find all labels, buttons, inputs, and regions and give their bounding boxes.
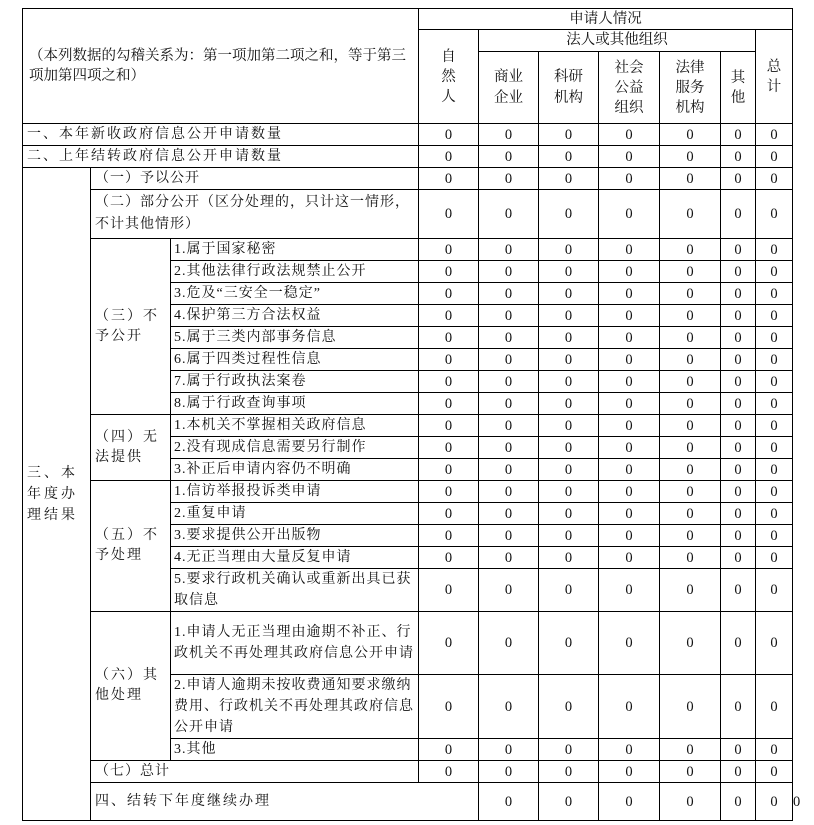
value-cell: 0 (539, 761, 599, 783)
report-container (22, 8, 801, 821)
value-cell: 0 (419, 124, 479, 146)
value-cell: 0 (419, 547, 479, 569)
value-cell: 0 (756, 305, 793, 327)
value-cell: 0 (756, 349, 793, 371)
value-cell: 0 (756, 371, 793, 393)
group-label: （六）其他处理 (91, 612, 171, 761)
value-cell: 0 (419, 305, 479, 327)
table-row (23, 239, 793, 261)
value-cell: 0 (419, 349, 479, 371)
table-row (23, 415, 793, 437)
value-cell: 0 (599, 525, 660, 547)
sub-item-label: 1.申请人无正当理由逾期不补正、行政机关不再处理其政府信息公开申请 (171, 612, 419, 675)
value-cell: 0 (419, 459, 479, 481)
table-row (23, 124, 793, 146)
value-cell: 0 (599, 459, 660, 481)
value-cell: 0 (660, 739, 721, 761)
value-cell: 0 (599, 783, 660, 821)
natural-person-header (419, 30, 479, 124)
sub-item-label: 3.要求提供公开出版物 (171, 525, 419, 547)
group-label: （四）无法提供 (91, 415, 171, 481)
value-cell: 0 (721, 190, 756, 239)
value-cell: 0 (419, 569, 479, 612)
row-label: 二、上年结转政府信息公开申请数量 (23, 146, 419, 168)
total-header (756, 30, 793, 124)
value-cell: 0 (660, 349, 721, 371)
value-cell: 0 (539, 327, 599, 349)
value-cell: 0 (721, 305, 756, 327)
value-cell: 0 (539, 569, 599, 612)
law-service-header (660, 52, 721, 124)
social-label: 社会公益组织 (614, 59, 644, 116)
row-label: 四、结转下年度继续办理 (91, 783, 479, 821)
research-header (539, 52, 599, 124)
value-cell: 0 (721, 569, 756, 612)
value-cell: 0 (756, 124, 793, 146)
value-cell: 0 (660, 612, 721, 675)
value-cell: 0 (660, 146, 721, 168)
table-row (23, 168, 793, 190)
table-row (23, 146, 793, 168)
value-cell: 0 (539, 739, 599, 761)
value-cell: 0 (599, 239, 660, 261)
value-cell: 0 (479, 675, 539, 739)
value-cell: 0 (419, 283, 479, 305)
value-cell: 0 (539, 547, 599, 569)
sub-item-label: 1.属于国家秘密 (171, 239, 419, 261)
value-cell: 0 (756, 547, 793, 569)
value-cell: 0 (756, 612, 793, 675)
value-cell: 0 (660, 327, 721, 349)
value-cell: 0 (479, 146, 539, 168)
value-cell: 0 (721, 393, 756, 415)
other-header (721, 52, 756, 124)
value-cell: 0 (419, 761, 479, 783)
value-cell: 0 (660, 415, 721, 437)
value-cell: 0 (599, 481, 660, 503)
value-cell: 0 (419, 612, 479, 675)
value-cell: 0 (419, 437, 479, 459)
value-cell: 0 (756, 437, 793, 459)
sub-item-label: 2.重复申请 (171, 503, 419, 525)
value-cell: 0 (721, 503, 756, 525)
sub-item-label: 8.属于行政查询事项 (171, 393, 419, 415)
value-cell: 0 (721, 547, 756, 569)
value-cell: 0 (660, 459, 721, 481)
value-cell: 0 (599, 261, 660, 283)
law-service-label: 法律服务机构 (675, 59, 705, 116)
value-cell: 0 (660, 547, 721, 569)
other-label: 其他 (730, 69, 746, 106)
value-cell: 0 (539, 415, 599, 437)
table-row (23, 481, 793, 503)
sub-item-label: 5.要求行政机关确认或重新出具已获取信息 (171, 569, 419, 612)
value-cell: 0 (756, 190, 793, 239)
value-cell: 0 (721, 371, 756, 393)
value-cell: 0 (599, 503, 660, 525)
value-cell: 0 (721, 437, 756, 459)
value-cell: 0 (756, 761, 793, 783)
value-cell: 0 (419, 525, 479, 547)
value-cell: 0 (756, 327, 793, 349)
value-cell: 0 (599, 327, 660, 349)
table-row (23, 761, 793, 783)
sub-item-label: 7.属于行政执法案卷 (171, 371, 419, 393)
value-cell: 0 (721, 327, 756, 349)
value-cell: 0 (479, 503, 539, 525)
value-cell: 0 (721, 675, 756, 739)
table-row: 四、结转下年度继续办理 0 0 0 0 0 0 0 (23, 783, 793, 821)
value-cell: 0 (479, 305, 539, 327)
sub-item-label: 4.无正当理由大量反复申请 (171, 547, 419, 569)
value-cell: 0 (479, 739, 539, 761)
value-cell: 0 (539, 675, 599, 739)
value-cell: 0 (419, 481, 479, 503)
value-cell: 0 (599, 349, 660, 371)
sub-item-label: 2.申请人逾期未按收费通知要求缴纳费用、行政机关不再处理其政府信息公开申请 (171, 675, 419, 739)
value-cell: 0 (660, 261, 721, 283)
value-cell: 0 (479, 437, 539, 459)
value-cell: 0 (721, 168, 756, 190)
value-cell: 0 (660, 190, 721, 239)
value-cell: 0 (479, 261, 539, 283)
value-cell: 0 (660, 283, 721, 305)
group-label: （三）不予公开 (91, 239, 171, 415)
value-cell: 0 (660, 437, 721, 459)
value-cell: 0 (599, 393, 660, 415)
sub-item-label: 2.其他法律行政法规禁止公开 (171, 261, 419, 283)
value-cell: 0 (721, 612, 756, 675)
value-cell: 0 (721, 146, 756, 168)
value-cell: 0 (419, 146, 479, 168)
row-label: （二）部分公开（区分处理的，只计这一情形，不计其他情形） (91, 190, 419, 239)
value-cell: 0 (599, 739, 660, 761)
value-cell: 0 (539, 503, 599, 525)
value-cell: 0 (660, 371, 721, 393)
section-three-label: 三、本年度办理结果 (23, 168, 91, 821)
value-cell: 0 (756, 261, 793, 283)
value-cell: 0 (479, 761, 539, 783)
value-cell: 0 (756, 415, 793, 437)
value-cell: 0 (419, 190, 479, 239)
sub-item-label: 2.没有现成信息需要另行制作 (171, 437, 419, 459)
value-cell: 0 (419, 415, 479, 437)
value-cell: 0 (539, 239, 599, 261)
value-cell: 0 (756, 393, 793, 415)
value-cell: 0 (660, 525, 721, 547)
value-cell: 0 (756, 283, 793, 305)
value-cell: 0 (419, 261, 479, 283)
value-cell: 0 (756, 569, 793, 612)
table-note: （本列数据的勾稽关系为：第一项加第二项之和，等于第三项加第四项之和） (23, 9, 419, 124)
value-cell: 0 (756, 146, 793, 168)
value-cell: 0 (419, 675, 479, 739)
value-cell: 0 (539, 349, 599, 371)
value-cell: 0 (756, 503, 793, 525)
value-cell: 0 (539, 481, 599, 503)
value-cell: 0 (721, 783, 756, 821)
value-cell: 0 (660, 393, 721, 415)
commercial-header (479, 52, 539, 124)
sub-item-label: 6.属于四类过程性信息 (171, 349, 419, 371)
value-cell: 0 (419, 371, 479, 393)
row-label: （七）总计 (91, 761, 419, 783)
value-cell: 0 (599, 569, 660, 612)
value-cell: 0 (721, 283, 756, 305)
value-cell: 0 (660, 481, 721, 503)
value-cell: 0 (756, 783, 793, 821)
group-label: （五）不予处理 (91, 481, 171, 612)
value-cell: 0 (599, 437, 660, 459)
value-cell: 0 (479, 124, 539, 146)
value-cell: 0 (660, 124, 721, 146)
value-cell: 0 (539, 146, 599, 168)
sub-item-label: 1.本机关不掌握相关政府信息 (171, 415, 419, 437)
applicant-header: 申请人情况 (419, 9, 793, 30)
value-cell: 0 (721, 739, 756, 761)
natural-person-label: 自然人 (441, 48, 456, 105)
value-cell: 0 (599, 283, 660, 305)
total-label: 总计 (766, 58, 782, 95)
value-cell: 0 (660, 675, 721, 739)
value-cell: 0 (419, 503, 479, 525)
value-cell: 0 (599, 371, 660, 393)
value-cell: 0 (756, 459, 793, 481)
value-cell: 0 (479, 168, 539, 190)
value-cell: 0 (479, 547, 539, 569)
commercial-label: 商业企业 (494, 68, 524, 106)
sub-item-label: 3.其他 (171, 739, 419, 761)
value-cell: 0 (539, 525, 599, 547)
value-cell: 0 (479, 327, 539, 349)
value-cell: 0 (479, 239, 539, 261)
value-cell: 0 (599, 761, 660, 783)
value-cell: 0 (721, 459, 756, 481)
value-cell: 0 (756, 525, 793, 547)
value-cell: 0 (599, 168, 660, 190)
value-cell: 0 (539, 124, 599, 146)
value-cell: 0 (721, 525, 756, 547)
value-cell: 0 (539, 305, 599, 327)
value-cell: 0 (599, 547, 660, 569)
value-cell: 0 (721, 761, 756, 783)
government-info-disclosure-table (22, 8, 801, 821)
value-cell: 0 (539, 261, 599, 283)
value-cell: 0 (599, 415, 660, 437)
value-cell: 0 (660, 239, 721, 261)
value-cell: 0 (479, 569, 539, 612)
value-cell: 0 (419, 393, 479, 415)
value-cell: 0 (660, 783, 721, 821)
value-cell: 0 (599, 146, 660, 168)
table-row (23, 190, 793, 239)
value-cell: 0 (660, 761, 721, 783)
value-cell: 0 (479, 393, 539, 415)
value-cell: 0 (539, 437, 599, 459)
value-cell: 0 (479, 415, 539, 437)
value-cell: 0 (479, 283, 539, 305)
legal-org-header: 法人或其他组织 (479, 30, 756, 52)
value-cell: 0 (756, 481, 793, 503)
value-cell: 0 (479, 783, 539, 821)
value-cell: 0 (660, 168, 721, 190)
row-label: （一）予以公开 (91, 168, 419, 190)
value-cell: 0 (479, 525, 539, 547)
value-cell: 0 (599, 675, 660, 739)
value-cell: 0 (756, 739, 793, 761)
value-cell: 0 (756, 675, 793, 739)
value-cell: 0 (721, 481, 756, 503)
value-cell: 0 (721, 349, 756, 371)
table-row (23, 612, 793, 675)
value-cell: 0 (419, 327, 479, 349)
value-cell: 0 (479, 612, 539, 675)
value-cell: 0 (599, 190, 660, 239)
value-cell: 0 (660, 569, 721, 612)
value-cell: 0 (660, 503, 721, 525)
sub-item-label: 3.危及“三安全一稳定” (171, 283, 419, 305)
value-cell: 0 (479, 349, 539, 371)
value-cell: 0 (539, 168, 599, 190)
sub-item-label: 4.保护第三方合法权益 (171, 305, 419, 327)
value-cell: 0 (479, 190, 539, 239)
value-cell: 0 (599, 612, 660, 675)
value-cell: 0 (721, 261, 756, 283)
value-cell: 0 (756, 168, 793, 190)
row-label: 一、本年新收政府信息公开申请数量 (23, 124, 419, 146)
value-cell: 0 (660, 305, 721, 327)
value-cell: 0 (721, 124, 756, 146)
value-cell: 0 (419, 168, 479, 190)
sub-item-label: 3.补正后申请内容仍不明确 (171, 459, 419, 481)
value-cell: 0 (756, 239, 793, 261)
value-cell: 0 (479, 459, 539, 481)
social-header (599, 52, 660, 124)
value-cell: 0 (539, 612, 599, 675)
value-cell: 0 (539, 190, 599, 239)
value-cell: 0 (479, 371, 539, 393)
value-cell: 0 (539, 783, 599, 821)
value-cell: 0 (599, 305, 660, 327)
value-cell: 0 (539, 371, 599, 393)
value-cell: 0 (539, 459, 599, 481)
value-cell: 0 (419, 239, 479, 261)
value-cell: 0 (419, 739, 479, 761)
sub-item-label: 1.信访举报投诉类申请 (171, 481, 419, 503)
value-cell: 0 (539, 283, 599, 305)
sub-item-label: 5.属于三类内部事务信息 (171, 327, 419, 349)
research-label: 科研机构 (554, 68, 584, 106)
value-cell: 0 (721, 415, 756, 437)
value-cell: 0 (539, 393, 599, 415)
value-cell: 0 (479, 481, 539, 503)
value-cell: 0 (599, 124, 660, 146)
value-cell: 0 (721, 239, 756, 261)
